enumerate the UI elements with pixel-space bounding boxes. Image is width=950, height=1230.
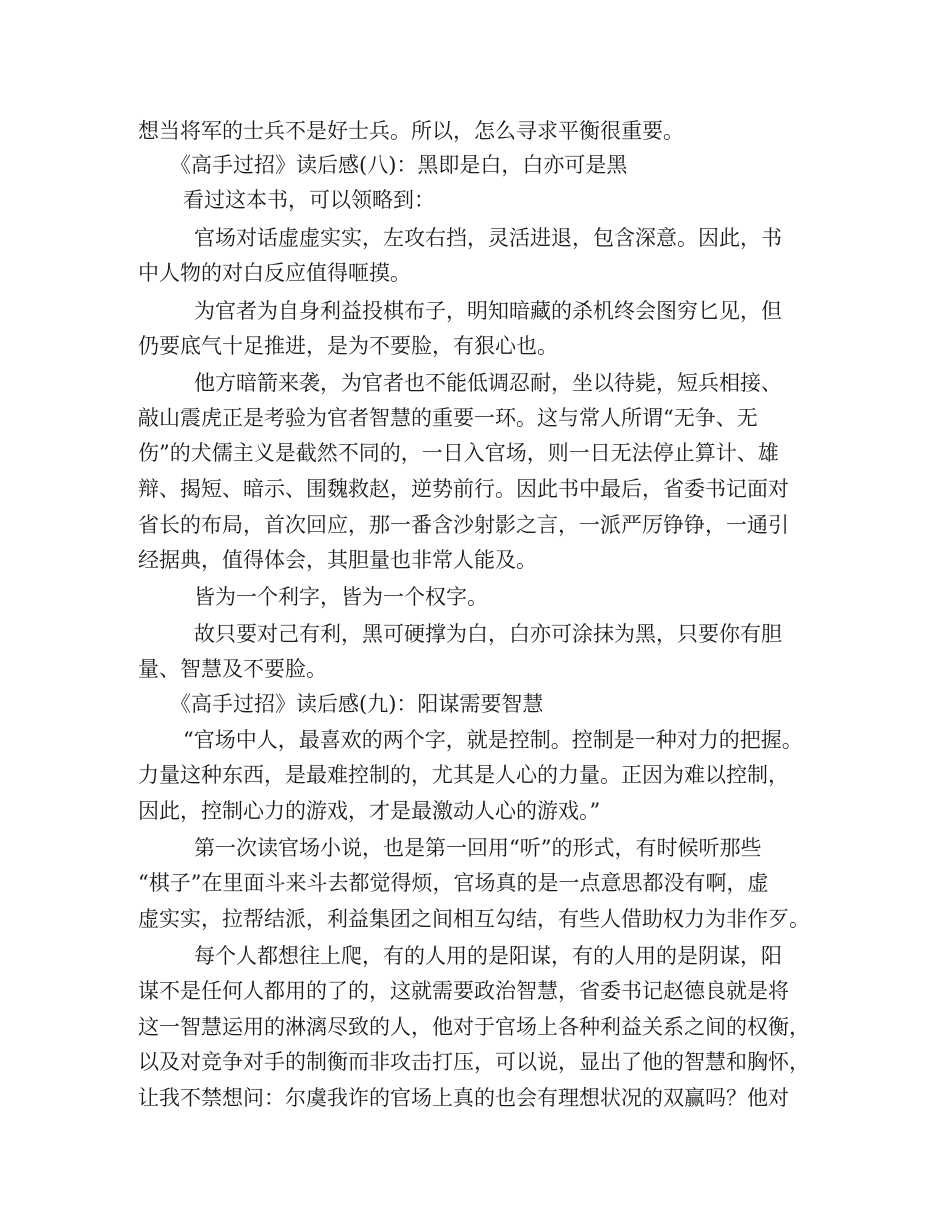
text-line: 经据典，值得体会，其胆量也非常人能及。	[138, 548, 537, 572]
text-line: 谋不是任何人都用的了的，这就需要政治智慧，省委书记赵德良就是将	[138, 979, 789, 1003]
text-line: 虚实实，拉帮结派，利益集团之间相互勾结，有些人借助权力为非作歹。	[138, 907, 810, 931]
text-line: 看过这本书，可以领略到：	[183, 188, 435, 212]
text-line: 他方暗箭来袭，为官者也不能低调忍耐，坐以待毙，短兵相接、	[194, 371, 782, 395]
text-line: 每个人都想往上爬，有的人用的是阳谋，有的人用的是阴谋，阳	[194, 944, 782, 968]
text-line: 中人物的对白反应值得咂摸。	[138, 261, 411, 285]
text-line: 故只要对己有利，黑可硬撑为白，白亦可涂抹为黑，只要你有胆	[194, 622, 782, 646]
text-line: 这一智慧运用的淋漓尽致的人，他对于官场上各种利益关系之间的权衡，	[138, 1015, 810, 1039]
text-line: 官场对话虚虚实实，左攻右挡，灵活进退，包含深意。因此，书	[194, 226, 782, 250]
quote-line: 力量这种东西，是最难控制的，尤其是人心的力量。正因为难以控制，	[138, 763, 789, 787]
text-line: 敲山震虎正是考验为官者智慧的重要一环。这与常人所谓“无争、无	[138, 406, 758, 430]
text-line: 量、智慧及不要脸。	[138, 657, 327, 681]
text-line: 想当将军的士兵不是好士兵。所以，怎么寻求平衡很重要。	[138, 119, 684, 143]
text-line: 伤”的犬儒主义是截然不同的，一日入官场，则一日无法停止算计、雄	[138, 441, 779, 465]
text-line: 省长的布局，首次回应，那一番含沙射影之言，一派严厉铮铮，一通引	[138, 513, 789, 537]
text-line: 第一次读官场小说，也是第一回用“听”的形式，有时候听那些	[194, 836, 762, 860]
quote-line: “官场中人，最喜欢的两个字，就是控制。控制是一种对力的把握。	[183, 728, 803, 752]
text-line: 让我不禁想问：尔虞我诈的官场上真的也会有理想状况的双赢吗？他对	[138, 1086, 789, 1110]
quote-line: 因此，控制心力的游戏，才是最激动人心的游戏。”	[138, 799, 601, 823]
section-heading: 《高手过招》读后感(九)：阳谋需要智慧	[170, 692, 544, 716]
text-line: “棋子”在里面斗来斗去都觉得烦，官场真的是一点意思都没有啊，虚	[138, 871, 769, 895]
text-line: 为官者为自身利益投棋布子，明知暗藏的杀机终会图穷匕见，但	[194, 299, 782, 323]
text-line: 仍要底气十足推进，是为不要脸，有狠心也。	[138, 334, 558, 358]
text-line: 辩、揭短、暗示、围魏救赵，逆势前行。因此书中最后，省委书记面对	[138, 477, 789, 501]
text-line: 以及对竞争对手的制衡而非攻击打压，可以说，显出了他的智慧和胸怀，	[138, 1050, 810, 1074]
section-heading: 《高手过招》读后感(八)：黑即是白，白亦可是黑	[170, 153, 628, 177]
text-line: 皆为一个利字，皆为一个权字。	[194, 585, 488, 609]
